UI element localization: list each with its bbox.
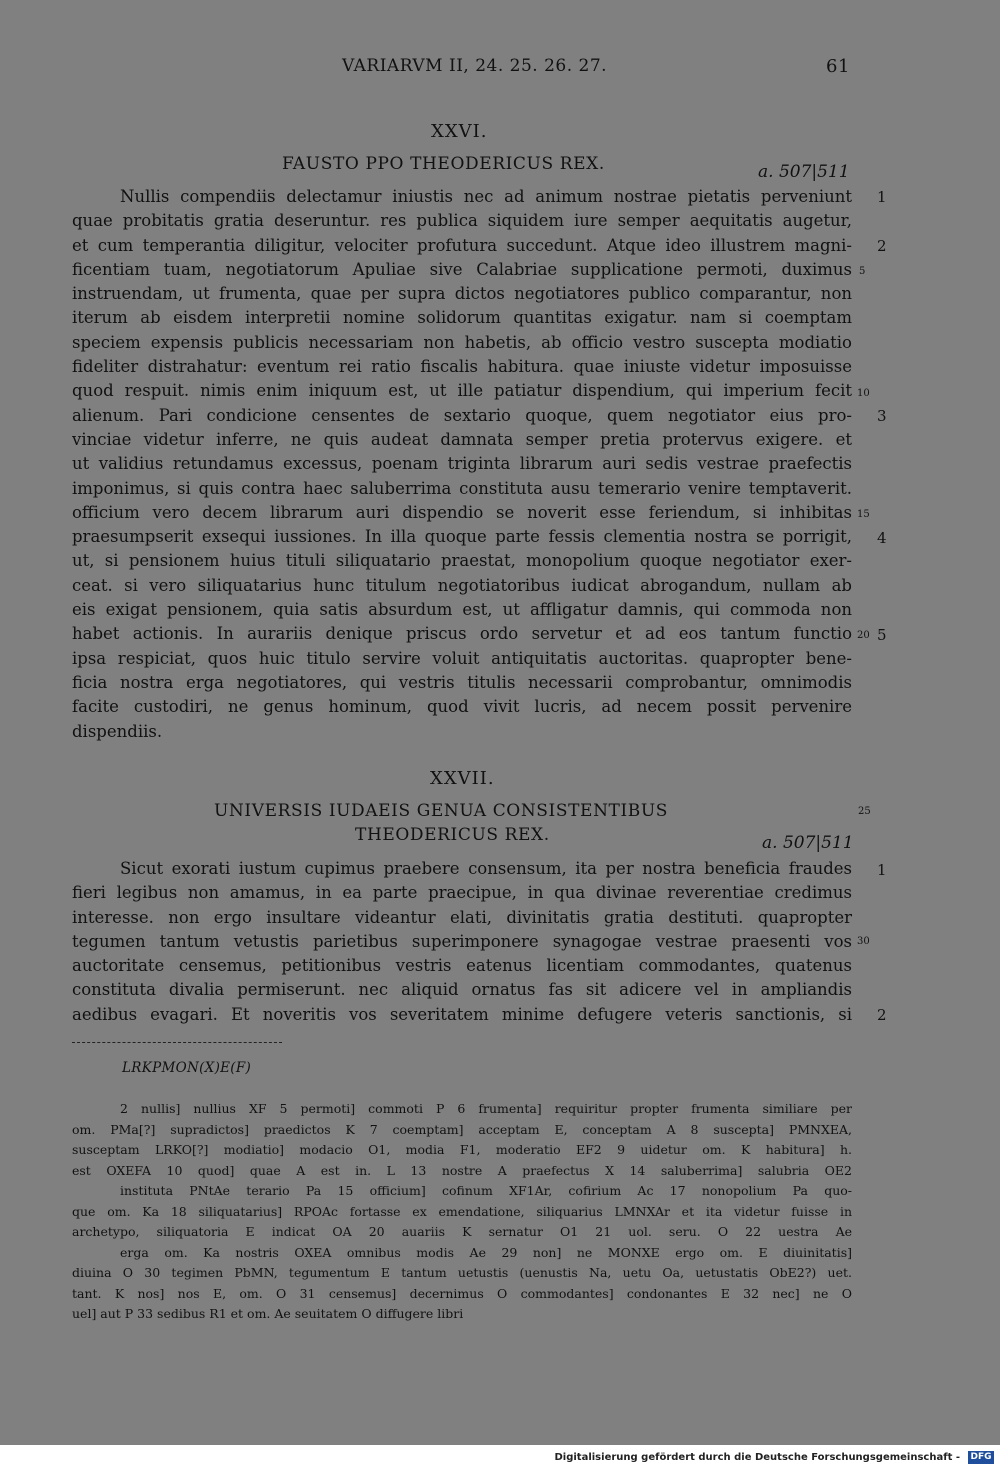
text-line: fideliter distrahatur: eventum rei ratio fiscalis habitura. quae iniuste videtur imposuisse xyxy=(72,357,852,377)
text-line: ficentiam tuam, negotiatorum Apuliae sive Calabriae supplicatione permoti, duximus xyxy=(72,259,852,279)
text-line: iterum ab eisdem interpretii nomine solidorum quantitas exigatur. nam si coemptam xyxy=(72,308,852,328)
apparatus-line: tant. K nos] nos E, om. O 31 censemus] decernimus O commodantes] condonantes E 32 nec] ne O xyxy=(72,1285,852,1301)
text-line: Nullis compendiis delectamur iniustis nec ad animum nostrae pietatis perveniunt xyxy=(120,187,852,206)
text-line: quae probitatis gratia deseruntur. res publica siquidem iure semper aequitatis augetur, xyxy=(72,211,852,231)
truncated-line-fragment xyxy=(72,1042,282,1044)
manuscript-sigla: LRKPMON(X)E(F) xyxy=(122,1060,252,1076)
apparatus-line: diuina O 30 tegimen PbMN, tegumentum E tantum uetustis (uenustis Na, uetu Oa, uetustatis ObE2?) uet. xyxy=(72,1265,852,1280)
text-line: facite custodiri, ne genus hominum, quod vivit lucris, ad necem possit pervenire xyxy=(72,697,852,717)
paragraph-number: 1 xyxy=(877,861,887,879)
text-line: aedibus evagari. Et noveritis vos severitatem minime defugere veteris sanctionis, si xyxy=(72,1004,852,1024)
text-line: tegumen tantum vetustis parietibus superimponere synagogae vestrae praesenti vos xyxy=(72,931,852,951)
critical-apparatus xyxy=(72,1099,852,1325)
section-27-date: a. 507|511 xyxy=(762,833,854,853)
text-line: ipsa respiciat, quos huic titulo servire voluit antiquitatis auctoritas. quapropter bene- xyxy=(72,648,852,668)
text-line: instruendam, ut frumenta, quae per supra dictos negotiatores publico comparantur, non xyxy=(72,284,852,304)
text-line: praesumpserit exsequi iussiones. In illa quoque parte fessis clementia nostra se porrigit, xyxy=(72,527,852,547)
line-number: 25 xyxy=(858,806,871,817)
apparatus-line: que om. Ka 18 siliquatarius] RPOAc fortasse ex emendatione, siliquarius LMNXAr et ita videtur fuisse in xyxy=(72,1203,852,1219)
text-line: ceat. si vero siliquatarius hunc titulum negotiatoribus iudicat abrogandum, nullam ab xyxy=(72,575,852,595)
paragraph-number: 4 xyxy=(877,529,887,547)
text-line: ut validius retundamus excessus, poenam triginta librarum auri sedis vestrae praefectis xyxy=(72,454,852,474)
text-line: ficia nostra erga negotiatores, qui vestris titulis necessarii comprobantur, omnimodis xyxy=(72,672,852,692)
text-line: auctoritate censemus, petitionibus vestris eatenus licentiam commodantes, quatenus xyxy=(72,956,852,976)
apparatus-line: archetypo, siliquatoria E indicat OA 20 auariis K sernatur O1 21 uol. seru. O 22 uestra Ae xyxy=(72,1224,852,1239)
apparatus-line: om. PMa[?] supradictos] praedictos K 7 coemptam] acceptam E, conceptam A 8 suscepta] PMNXEA, xyxy=(72,1121,852,1137)
line-number: 5 xyxy=(859,266,866,277)
apparatus-line: uel] aut P 33 sedibus R1 et om. Ae seuitatem O diffugere libri xyxy=(72,1306,464,1321)
dfg-logo: DFG xyxy=(968,1451,994,1464)
text-line: vinciae videtur inferre, ne quis audeat damnata semper pretia protervus exigere. et xyxy=(72,429,852,449)
text-line: et cum temperantia diligitur, velociter profutura succedunt. Atque ideo illustrem magni- xyxy=(72,235,852,255)
section-27-title-line-2: THEODERICUS REX. xyxy=(355,825,550,845)
paragraph-number: 5 xyxy=(877,626,887,644)
apparatus-line: 2 nullis] nullius XF 5 permoti] commoti P 6 frumenta] requiritur propter frumenta similiare per xyxy=(120,1101,852,1116)
running-header: VARIARVM II, 24. 25. 26. 27. xyxy=(342,56,608,76)
section-27-title: UNIVERSIS IUDAEIS GENUA CONSISTENTIBUS xyxy=(214,801,669,821)
line-number: 30 xyxy=(857,936,870,947)
apparatus-line: instituta PNtAe terario Pa 15 officium] cofinum XF1Ar, cofirium Ac 17 nonopolium Pa quo- xyxy=(120,1183,852,1198)
line-number: 15 xyxy=(857,509,870,520)
text-line: dispendiis. xyxy=(72,721,163,741)
apparatus-line: est OXEFA 10 quod] quae A est in. L 13 nostre A praefectus X 14 saluberrima] salubria OE2 xyxy=(72,1162,852,1178)
line-number: 20 xyxy=(857,630,870,641)
text-line: fieri legibus non amamus, in ea parte praecipue, in qua divinae reverentiae credimus xyxy=(72,883,852,903)
section-27-text xyxy=(72,857,852,1027)
paragraph-number: 1 xyxy=(877,188,887,206)
text-line: ut, si pensionem huius tituli siliquatario praestat, monopolium quoque negotiator exer- xyxy=(72,551,852,571)
section-26-date: a. 507|511 xyxy=(758,162,850,182)
paragraph-number: 2 xyxy=(877,1006,887,1024)
apparatus-line: erga om. Ka nostris OXEA omnibus modis Ae 29 non] ne MONXE ergo om. E diuinitatis] xyxy=(120,1244,852,1260)
text-line: speciem expensis publicis necessariam non habetis, ab officio vestro suscepta modiatio xyxy=(72,332,852,352)
section-27-number: XXVII. xyxy=(430,768,495,789)
paragraph-number: 2 xyxy=(877,237,887,255)
text-line: officium vero decem librarum auri dispendio se noverit esse feriendum, si inhibitas xyxy=(72,502,852,522)
apparatus-line: susceptam LRKO[?] modiatio] modacio O1, modia F1, moderatio EF2 9 uidetur om. K habitura] h. xyxy=(72,1142,852,1157)
section-26-title: FAUSTO PPO THEODERICUS REX. xyxy=(282,154,605,174)
text-line: habet actionis. In aurariis denique priscus ordo servetur et ad eos tantum functio xyxy=(72,624,852,644)
section-26-text xyxy=(72,185,852,744)
text-line: imponimus, si quis contra haec saluberrima constituta ausu temerario venire temptaverit. xyxy=(72,478,852,498)
text-line: Sicut exorati iustum cupimus praebere consensum, ita per nostra beneficia fraudes xyxy=(120,859,852,878)
text-line: eis exigat pensionem, quia satis absurdum est, ut affligatur damnis, qui commoda non xyxy=(72,600,852,620)
text-line: quod respuit. nimis enim iniquum est, ut ille patiatur dispendium, qui imperium fecit xyxy=(72,381,852,401)
text-line: alienum. Pari condicione censentes de sextario quoque, quem negotiator eius pro- xyxy=(72,405,852,425)
text-line: constituta divalia permiserunt. nec aliquid ornatus fas sit adicere vel in ampliandis xyxy=(72,980,852,1000)
paragraph-number: 3 xyxy=(877,407,887,425)
funding-notice: Digitalisierung gefördert durch die Deutsche Forschungsgemeinschaft - xyxy=(554,1452,960,1463)
page-number: 61 xyxy=(826,56,850,77)
text-line: interesse. non ergo insultare videantur elati, divinitatis gratia destituti. quapropter xyxy=(72,907,852,927)
section-26-number: XXVI. xyxy=(431,121,488,142)
line-number: 10 xyxy=(857,388,870,399)
